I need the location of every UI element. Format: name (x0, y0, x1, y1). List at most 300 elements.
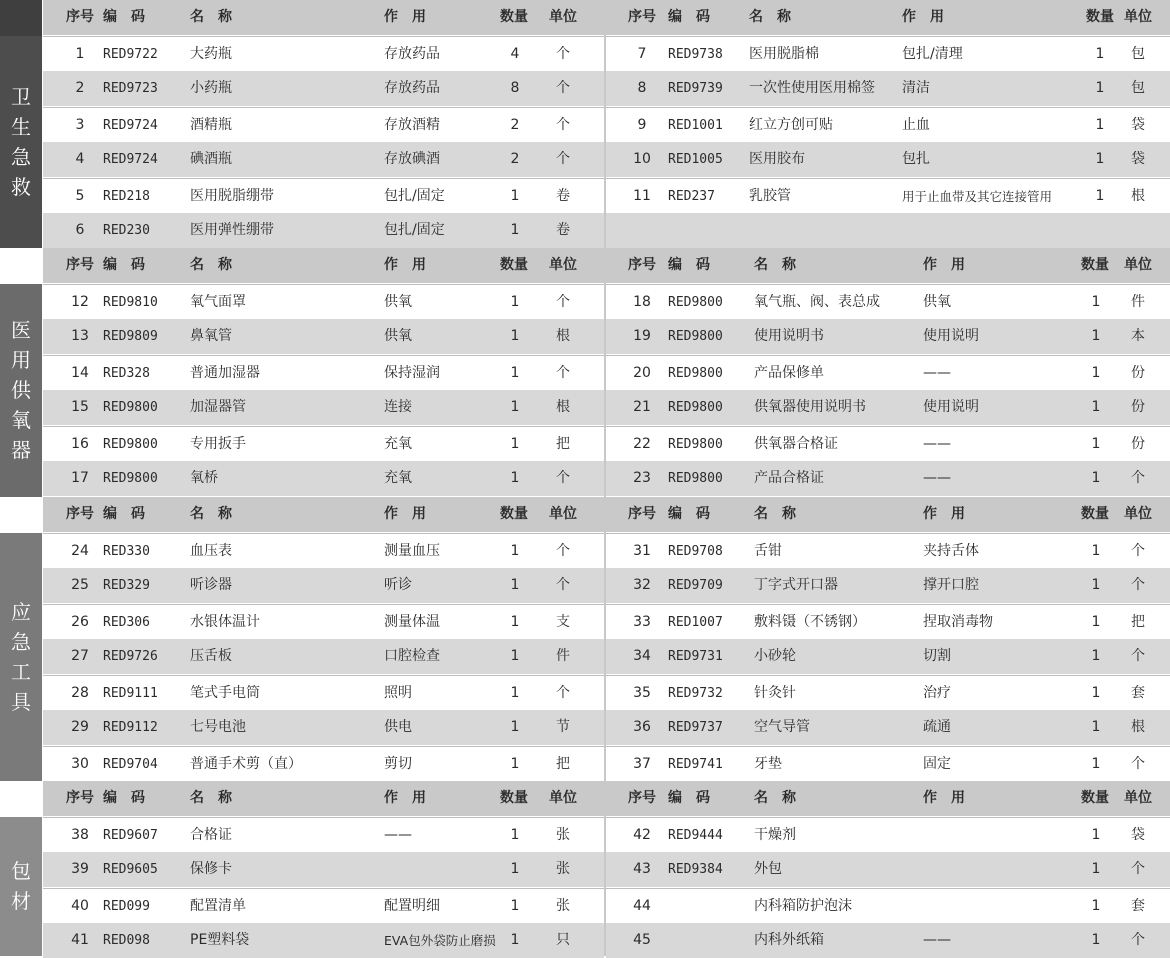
cell-unit: 节 (556, 719, 570, 735)
cell-qty: 数量 (500, 790, 528, 806)
cell-use: 供氧 (923, 293, 951, 310)
cell-name: 听诊器 (190, 577, 232, 593)
cell-seq: 1 (75, 45, 85, 62)
cell-qty: 1 (510, 222, 520, 238)
cell-use: 撑开口腔 (923, 577, 979, 593)
section-label-char: 急 (11, 629, 31, 654)
cell-seq: 17 (71, 470, 89, 486)
cell-code: RED9605 (103, 862, 158, 877)
cell-unit: 包 (1131, 45, 1145, 62)
cell-code: RED9726 (103, 649, 158, 664)
cell-unit: 根 (1131, 719, 1145, 735)
cell-name: 针灸针 (754, 684, 796, 701)
section-label-top (0, 781, 42, 817)
cell-use: 夹持舌体 (923, 542, 979, 559)
cell-qty: 1 (1091, 861, 1101, 877)
cell-name: 大药瓶 (190, 45, 232, 62)
cell-name: 乳胶管 (749, 187, 791, 204)
cell-unit: 本 (1131, 328, 1145, 344)
cell-use: 作 用 (384, 9, 426, 25)
cell-unit: 个 (556, 542, 570, 559)
cell-seq: 19 (633, 328, 651, 344)
cell-name: 鼻氧管 (190, 328, 232, 344)
cell-seq: 序号 (628, 506, 656, 522)
cell-code: RED306 (103, 614, 150, 630)
cell-code: RED9724 (103, 152, 158, 167)
cell-use: 固定 (923, 755, 951, 772)
cell-unit: 份 (1131, 435, 1145, 452)
cell-seq: 30 (71, 755, 89, 772)
cell-unit: 单位 (549, 506, 577, 522)
table-half-right (606, 0, 1170, 249)
section-label-char: 器 (11, 438, 31, 462)
header-row (43, 248, 604, 283)
cell-seq: 31 (633, 542, 651, 559)
cell-name: 干燥剂 (754, 826, 796, 843)
table-row (606, 888, 1170, 923)
table-row (606, 426, 1170, 461)
cell-use: —— (923, 932, 951, 948)
cell-name: 供氧器合格证 (754, 435, 838, 452)
table-row (43, 461, 604, 496)
cell-unit: 单位 (1124, 506, 1152, 522)
cell-code (668, 923, 756, 958)
cell-code: RED9800 (103, 400, 158, 415)
cell-unit: 件 (556, 648, 570, 664)
cell-code: 编 码 (668, 9, 710, 25)
cell-name (749, 213, 902, 248)
cell-code: RED9741 (668, 756, 723, 772)
cell-code: RED9722 (103, 46, 158, 62)
table-row (606, 213, 1170, 248)
cell-unit: 单位 (1124, 9, 1152, 25)
cell-code: RED1007 (668, 614, 723, 630)
cell-qty: 1 (510, 577, 520, 593)
cell-qty: 1 (510, 187, 520, 204)
cell-unit: 把 (1131, 613, 1145, 630)
cell-use (923, 818, 1066, 853)
cell-seq (618, 213, 666, 248)
cell-qty: 1 (1091, 897, 1101, 914)
cell-use: 存放药品 (384, 80, 440, 96)
cell-seq: 34 (633, 648, 651, 664)
cell-qty: 数量 (1081, 257, 1109, 273)
cell-seq: 3 (75, 116, 85, 133)
table-row (43, 923, 604, 958)
cell-qty: 1 (1095, 45, 1105, 62)
section-label-char: 氧 (11, 408, 31, 432)
cell-unit: 包 (1131, 80, 1145, 96)
cell-name: 名 称 (190, 257, 232, 273)
cell-qty: 1 (510, 293, 520, 310)
cell-seq: 35 (633, 684, 651, 701)
cell-code: RED099 (103, 898, 150, 914)
cell-qty: 1 (510, 684, 520, 701)
cell-use: 连接 (384, 399, 412, 415)
cell-code: RED9800 (103, 471, 158, 486)
cell-unit: 个 (1131, 932, 1145, 948)
cell-unit: 件 (1131, 293, 1145, 310)
cell-unit: 个 (1131, 542, 1145, 559)
cell-qty: 数量 (1081, 790, 1109, 806)
cell-qty: 1 (510, 613, 520, 630)
cell-use: 包扎/固定 (384, 187, 445, 204)
cell-use: 测量血压 (384, 542, 440, 559)
table-row (606, 142, 1170, 177)
cell-use: EVA包外袋防止磨损 (384, 933, 496, 948)
cell-code: RED9800 (668, 294, 723, 310)
cell-seq: 44 (633, 897, 651, 914)
cell-code: RED230 (103, 223, 150, 238)
cell-qty: 1 (510, 932, 520, 948)
cell-seq: 序号 (66, 790, 94, 806)
section-label-char: 生 (11, 115, 31, 139)
cell-qty: 2 (510, 151, 520, 167)
cell-seq: 41 (71, 932, 89, 948)
cell-qty: 1 (1091, 755, 1101, 772)
section-3 (0, 497, 1170, 781)
cell-seq: 22 (633, 435, 651, 452)
cell-name: 内科外纸箱 (754, 932, 824, 948)
cell-use: 作 用 (384, 257, 426, 273)
cell-seq: 序号 (628, 790, 656, 806)
table-half-left (43, 781, 604, 956)
cell-seq: 8 (637, 80, 647, 96)
cell-code: RED329 (103, 578, 150, 593)
cell-use (923, 852, 1066, 887)
cell-seq: 15 (71, 399, 89, 415)
cell-use (902, 213, 1096, 248)
section-4 (0, 781, 1170, 956)
cell-name: 名 称 (754, 790, 796, 806)
cell-unit: 根 (1131, 187, 1145, 204)
table-row (43, 888, 604, 923)
cell-unit: 单位 (549, 257, 577, 273)
table-row (43, 675, 604, 710)
cell-code: RED9111 (103, 685, 158, 701)
cell-seq: 45 (633, 932, 651, 948)
cell-unit: 卷 (556, 187, 570, 204)
cell-seq: 39 (71, 861, 89, 877)
table-row (43, 639, 604, 674)
cell-use (923, 889, 1066, 924)
table-row (606, 178, 1170, 213)
cell-unit: 个 (1131, 577, 1145, 593)
cell-code: 编 码 (103, 506, 145, 522)
cell-code: RED9704 (103, 756, 158, 772)
section-2 (0, 248, 1170, 497)
table-row (43, 319, 604, 354)
cell-use: 供氧 (384, 293, 412, 310)
table-half-left (43, 497, 604, 781)
cell-code: 编 码 (103, 790, 145, 806)
cell-unit: 张 (556, 897, 570, 914)
cell-code: RED330 (103, 543, 150, 559)
cell-unit: 份 (1131, 399, 1145, 415)
cell-use: —— (923, 435, 951, 452)
cell-seq: 42 (633, 826, 651, 843)
cell-seq: 20 (633, 364, 651, 381)
header-row (43, 497, 604, 532)
cell-name: 医用脱脂棉 (749, 45, 819, 62)
cell-use: 口腔检查 (384, 648, 440, 664)
table-row (606, 71, 1170, 106)
cell-name: 酒精瓶 (190, 116, 232, 133)
section-label-char: 救 (11, 175, 31, 199)
cell-code: RED9800 (103, 436, 158, 452)
cell-qty: 1 (1091, 648, 1101, 664)
cell-code: RED9800 (668, 436, 723, 452)
cell-unit: 份 (1131, 364, 1145, 381)
cell-use: 测量体温 (384, 613, 440, 630)
cell-seq: 32 (633, 577, 651, 593)
cell-name: 空气导管 (754, 719, 810, 735)
cell-code: RED1001 (668, 117, 723, 133)
section-1 (0, 0, 1170, 249)
cell-use: 配置明细 (384, 897, 440, 914)
cell-unit: 个 (1131, 861, 1145, 877)
cell-name: 氧气瓶、阀、表总成 (754, 293, 880, 310)
cell-name: 氧气面罩 (190, 293, 246, 310)
cell-seq: 38 (71, 826, 89, 843)
cell-name: 医用脱脂绷带 (190, 187, 274, 204)
cell-name: 名 称 (190, 9, 232, 25)
section-label-char: 材 (11, 889, 31, 914)
cell-unit: 个 (1131, 470, 1145, 486)
cell-name: 氧桥 (190, 470, 218, 486)
section-label-char: 应 (11, 599, 31, 624)
cell-qty: 1 (510, 755, 520, 772)
cell-seq: 12 (71, 293, 89, 310)
cell-code: RED9737 (668, 720, 723, 735)
cell-use: 作 用 (902, 9, 944, 25)
section-label-top (0, 248, 42, 284)
cell-code: RED9607 (103, 827, 158, 843)
cell-use: 包扎/清理 (902, 45, 963, 62)
cell-qty: 2 (510, 116, 520, 133)
cell-use: 包扎 (902, 151, 930, 167)
cell-use: 保持湿润 (384, 364, 440, 381)
cell-code: RED218 (103, 188, 150, 204)
cell-name: 笔式手电筒 (190, 684, 260, 701)
cell-qty: 4 (510, 45, 520, 62)
header-row (606, 0, 1170, 35)
cell-use: 使用说明 (923, 399, 979, 415)
cell-qty: 1 (1091, 719, 1101, 735)
cell-use: 捏取消毒物 (923, 613, 993, 630)
cell-qty: 1 (1091, 364, 1101, 381)
cell-qty: 1 (1091, 435, 1101, 452)
table-row (43, 604, 604, 639)
cell-unit: 个 (556, 45, 570, 62)
cell-seq: 6 (75, 222, 85, 238)
table-row (606, 390, 1170, 425)
table-row (606, 710, 1170, 745)
section-label-char: 医 (11, 318, 31, 342)
cell-name: 合格证 (190, 826, 232, 843)
cell-unit: 个 (556, 80, 570, 96)
cell-unit: 个 (556, 684, 570, 701)
cell-seq: 序号 (628, 257, 656, 273)
cell-code: RED9723 (103, 81, 158, 96)
cell-use: 作 用 (384, 506, 426, 522)
cell-seq: 2 (75, 80, 85, 96)
cell-code: 编 码 (668, 257, 710, 273)
cell-name: 内科箱防护泡沫 (754, 897, 852, 914)
cell-seq: 24 (71, 542, 89, 559)
cell-name: 水银体温计 (190, 613, 260, 630)
cell-name: 普通手术剪（直） (190, 755, 302, 772)
cell-name: 产品保修单 (754, 364, 824, 381)
table-row (606, 533, 1170, 568)
cell-unit: 个 (556, 293, 570, 310)
cell-qty: 1 (510, 435, 520, 452)
cell-name: 舌钳 (754, 542, 782, 559)
header-row (606, 781, 1170, 816)
cell-use: 作 用 (923, 257, 965, 273)
cell-qty: 1 (510, 328, 520, 344)
cell-code: RED9810 (103, 294, 158, 310)
cell-name: 七号电池 (190, 719, 246, 735)
cell-code: RED9800 (668, 400, 723, 415)
cell-unit: 张 (556, 826, 570, 843)
cell-use: —— (923, 364, 951, 381)
cell-seq: 13 (71, 328, 89, 344)
section-label-char: 工 (11, 659, 31, 684)
cell-name: 使用说明书 (754, 328, 824, 344)
cell-qty: 1 (1095, 80, 1105, 96)
table-row (43, 284, 604, 319)
cell-use: 照明 (384, 684, 412, 701)
section-label (0, 284, 42, 497)
cell-unit: 个 (1131, 648, 1145, 664)
cell-seq: 18 (633, 293, 651, 310)
cell-code: 编 码 (103, 257, 145, 273)
table-row (606, 746, 1170, 781)
cell-unit: 张 (556, 861, 570, 877)
cell-use: 存放酒精 (384, 116, 440, 133)
cell-code: RED9384 (668, 862, 723, 877)
cell-unit: 支 (556, 613, 570, 630)
cell-use: 充氧 (384, 435, 412, 452)
cell-unit: 单位 (1124, 790, 1152, 806)
cell-seq: 16 (71, 435, 89, 452)
cell-qty: 1 (1091, 399, 1101, 415)
cell-use: 清洁 (902, 80, 930, 96)
cell-qty: 1 (1091, 932, 1101, 948)
table-row (606, 817, 1170, 852)
cell-qty: 数量 (1086, 9, 1114, 25)
section-label-char: 包 (11, 859, 31, 884)
cell-qty: 1 (510, 897, 520, 914)
cell-unit: 把 (556, 755, 570, 772)
header-row (43, 781, 604, 816)
section-label-char: 供 (11, 378, 31, 402)
table-row (606, 319, 1170, 354)
cell-code: 编 码 (668, 790, 710, 806)
cell-name: 牙垫 (754, 755, 782, 772)
cell-qty: 1 (510, 364, 520, 381)
cell-unit: 个 (556, 364, 570, 381)
section-label-char: 急 (11, 145, 31, 169)
cell-unit: 卷 (556, 222, 570, 238)
table-row (606, 604, 1170, 639)
cell-name: 保修卡 (190, 861, 232, 877)
cell-qty: 1 (1091, 826, 1101, 843)
table-row (606, 568, 1170, 603)
table-row (606, 639, 1170, 674)
table-row (606, 461, 1170, 496)
cell-seq: 43 (633, 861, 651, 877)
cell-unit (1116, 213, 1160, 248)
table-half-right (606, 248, 1170, 497)
cell-qty: 1 (510, 719, 520, 735)
cell-unit: 单位 (549, 9, 577, 25)
cell-qty: 1 (510, 648, 520, 664)
cell-qty: 1 (510, 861, 520, 877)
table-row (43, 746, 604, 781)
cell-seq: 7 (637, 45, 647, 62)
cell-unit: 个 (1131, 755, 1145, 772)
cell-code: RED9112 (103, 720, 158, 735)
cell-code: 编 码 (103, 9, 145, 25)
table-row (43, 426, 604, 461)
cell-name: 名 称 (754, 506, 796, 522)
cell-name: 医用弹性绷带 (190, 222, 274, 238)
cell-seq: 序号 (66, 257, 94, 273)
cell-seq: 序号 (628, 9, 656, 25)
section-label (0, 533, 42, 782)
cell-code: RED098 (103, 933, 150, 948)
table-half-right (606, 497, 1170, 781)
table-row (43, 107, 604, 142)
table-row (43, 852, 604, 887)
cell-use: 存放碘酒 (384, 151, 440, 167)
cell-name: 普通加湿器 (190, 364, 260, 381)
cell-code: RED328 (103, 365, 150, 381)
cell-use: 切割 (923, 648, 951, 664)
cell-seq: 4 (75, 151, 85, 167)
cell-qty: 1 (1091, 293, 1101, 310)
cell-code: RED9731 (668, 649, 723, 664)
cell-use: 作 用 (923, 790, 965, 806)
cell-name: 压舌板 (190, 648, 232, 664)
cell-qty: 1 (1091, 542, 1101, 559)
cell-code: RED9800 (668, 329, 723, 344)
cell-unit: 个 (556, 116, 570, 133)
table-row (43, 390, 604, 425)
cell-code: 编 码 (668, 506, 710, 522)
cell-unit: 个 (556, 470, 570, 486)
cell-name: PE塑料袋 (190, 932, 250, 948)
table-row (43, 710, 604, 745)
cell-seq: 序号 (66, 506, 94, 522)
table-row (43, 568, 604, 603)
cell-name: 名 称 (754, 257, 796, 273)
cell-unit: 根 (556, 328, 570, 344)
section-label-char: 用 (11, 348, 31, 372)
cell-code: RED9444 (668, 827, 723, 843)
cell-seq: 33 (633, 613, 651, 630)
cell-code: RED9738 (668, 46, 723, 62)
table-half-left (43, 0, 604, 249)
table-row (606, 852, 1170, 887)
table-half-left (43, 248, 604, 497)
cell-unit: 把 (556, 435, 570, 452)
table-row (606, 284, 1170, 319)
cell-name: 敷料镊（不锈钢） (754, 613, 866, 630)
cell-unit: 袋 (1131, 116, 1145, 133)
